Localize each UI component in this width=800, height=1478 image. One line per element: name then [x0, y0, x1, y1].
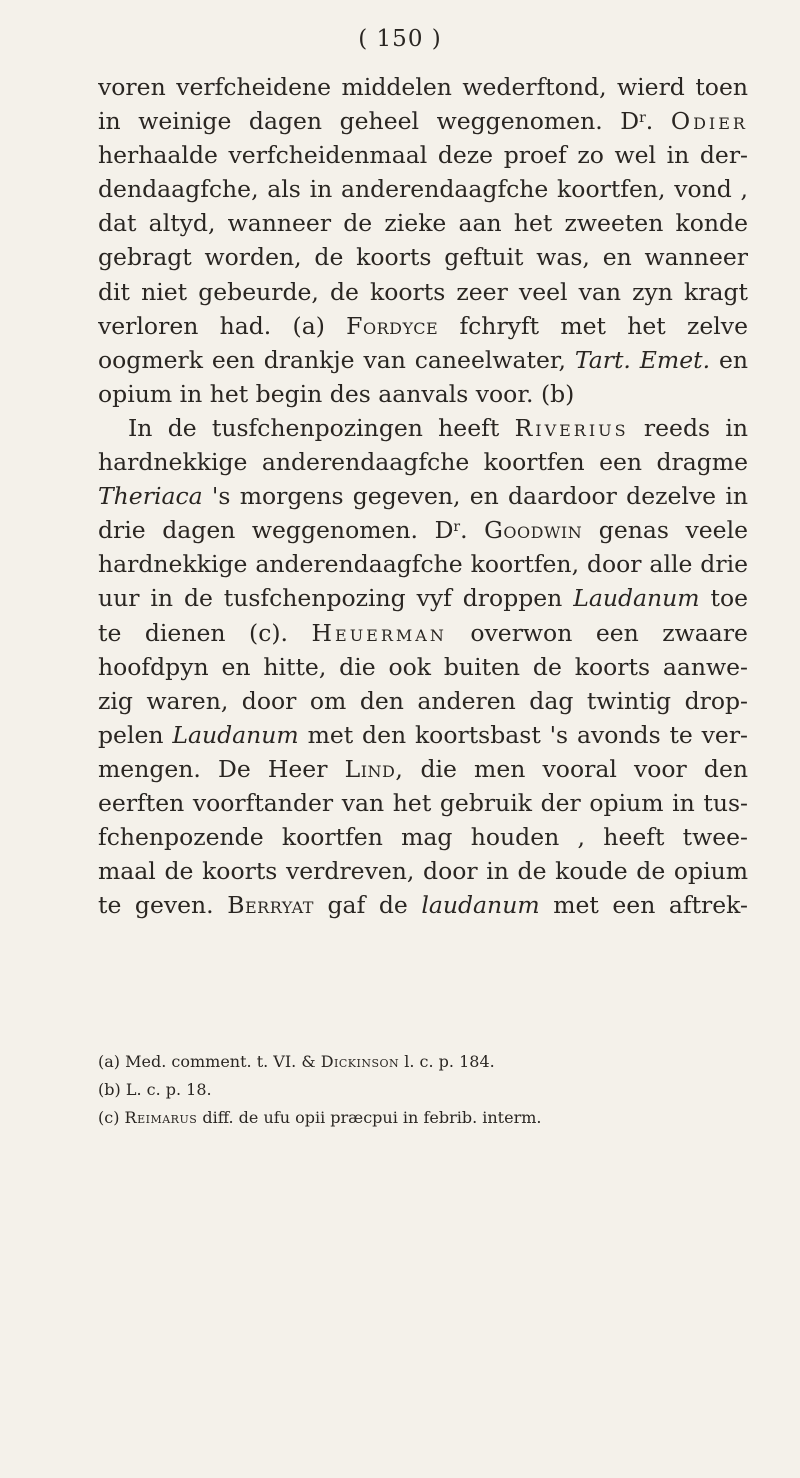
footnote: (a) Med. comment. t. VI. & Dickinson l. c. p. 184. [98, 1052, 495, 1071]
text-line: hardnekkige anderendaagfche koortfen, door alle drie [98, 550, 748, 579]
text-line: dendaagfche, als in anderendaagfche koortfen, vond , [98, 175, 748, 204]
person-name: Riverius [514, 413, 629, 442]
footnote-ref: (c). [249, 618, 288, 647]
text-line: fchenpozende koortfen mag houden , heeft twee- [98, 823, 748, 852]
text-line: uur in de tusfchenpozing vyf droppen Laudanum toe [98, 584, 748, 613]
footnote: (b) L. c. p. 18. [98, 1080, 212, 1099]
text-line: In de tusfchenpozingen heeft Riverius reeds in [128, 413, 748, 442]
footnote-ref: (a) [292, 311, 325, 340]
text-line: herhaalde verfcheidenmaal deze proef zo wel in der- [98, 141, 748, 170]
text-line: verloren had. (a) Fordyce fchryft met het zelve [98, 311, 748, 340]
text-line: te dienen (c). Heuerman overwon een zwaare [98, 618, 748, 647]
footnote: (c) Reimarus diff. de ufu opii præcpui in febrib. interm. [98, 1108, 542, 1127]
text-line: opium in het begin des aanvals voor. (b) [98, 379, 575, 408]
person-name: Berryat [227, 891, 314, 920]
footnotes [98, 1048, 748, 1132]
text-line: maal de koorts verdreven, door in de koude de opium [98, 857, 748, 886]
text-line: drie dagen weggenomen. $D^r$. Goodwin genas veele [98, 516, 748, 545]
person-name: Fordyce [346, 311, 439, 340]
text-line: Theriaca 's morgens gegeven, en daardoor dezelve in [98, 482, 748, 511]
text-line: zig waren, door om den anderen dag twintig drop- [98, 686, 748, 715]
text-line: hoofdpyn en hitte, die ook buiten de koorts aanwe- [98, 652, 748, 681]
person-name: Goodwin [484, 516, 583, 545]
text-line: eerften voorftander van het gebruik der opium in tus- [98, 788, 748, 817]
person-name: Odier [670, 107, 748, 136]
text-line: te geven. Berryat gaf de laudanum met een aftrek- [98, 891, 748, 920]
person-name: Lind, [344, 754, 404, 783]
person-name: Heuerman [311, 618, 447, 647]
text-line: oogmerk een drankje van caneelwater, Tart. Emet. en [98, 345, 748, 374]
text-line: pelen Laudanum met den koortsbast 's avonds te ver- [98, 720, 748, 749]
text-line: voren verfcheidene middelen wederftond, wierd toen [98, 73, 748, 101]
text-line: mengen. De Heer Lind, die men vooral voor den [98, 754, 748, 783]
footnote-ref: (b) [540, 379, 575, 408]
text-line: gebragt worden, de koorts geftuit was, en wanneer [98, 243, 748, 272]
text-line: in weinige dagen geheel weggenomen. $D^r$. Odier [98, 107, 748, 136]
body-text [98, 70, 748, 922]
page-number: ( 150 ) [358, 26, 442, 52]
text-line: dat altyd, wanneer de zieke aan het zweeten konde [98, 209, 748, 238]
text-line: dit niet gebeurde, de koorts zeer veel van zyn kragt [98, 277, 748, 306]
text-line: hardnekkige anderendaagfche koortfen een dragme [98, 448, 748, 477]
